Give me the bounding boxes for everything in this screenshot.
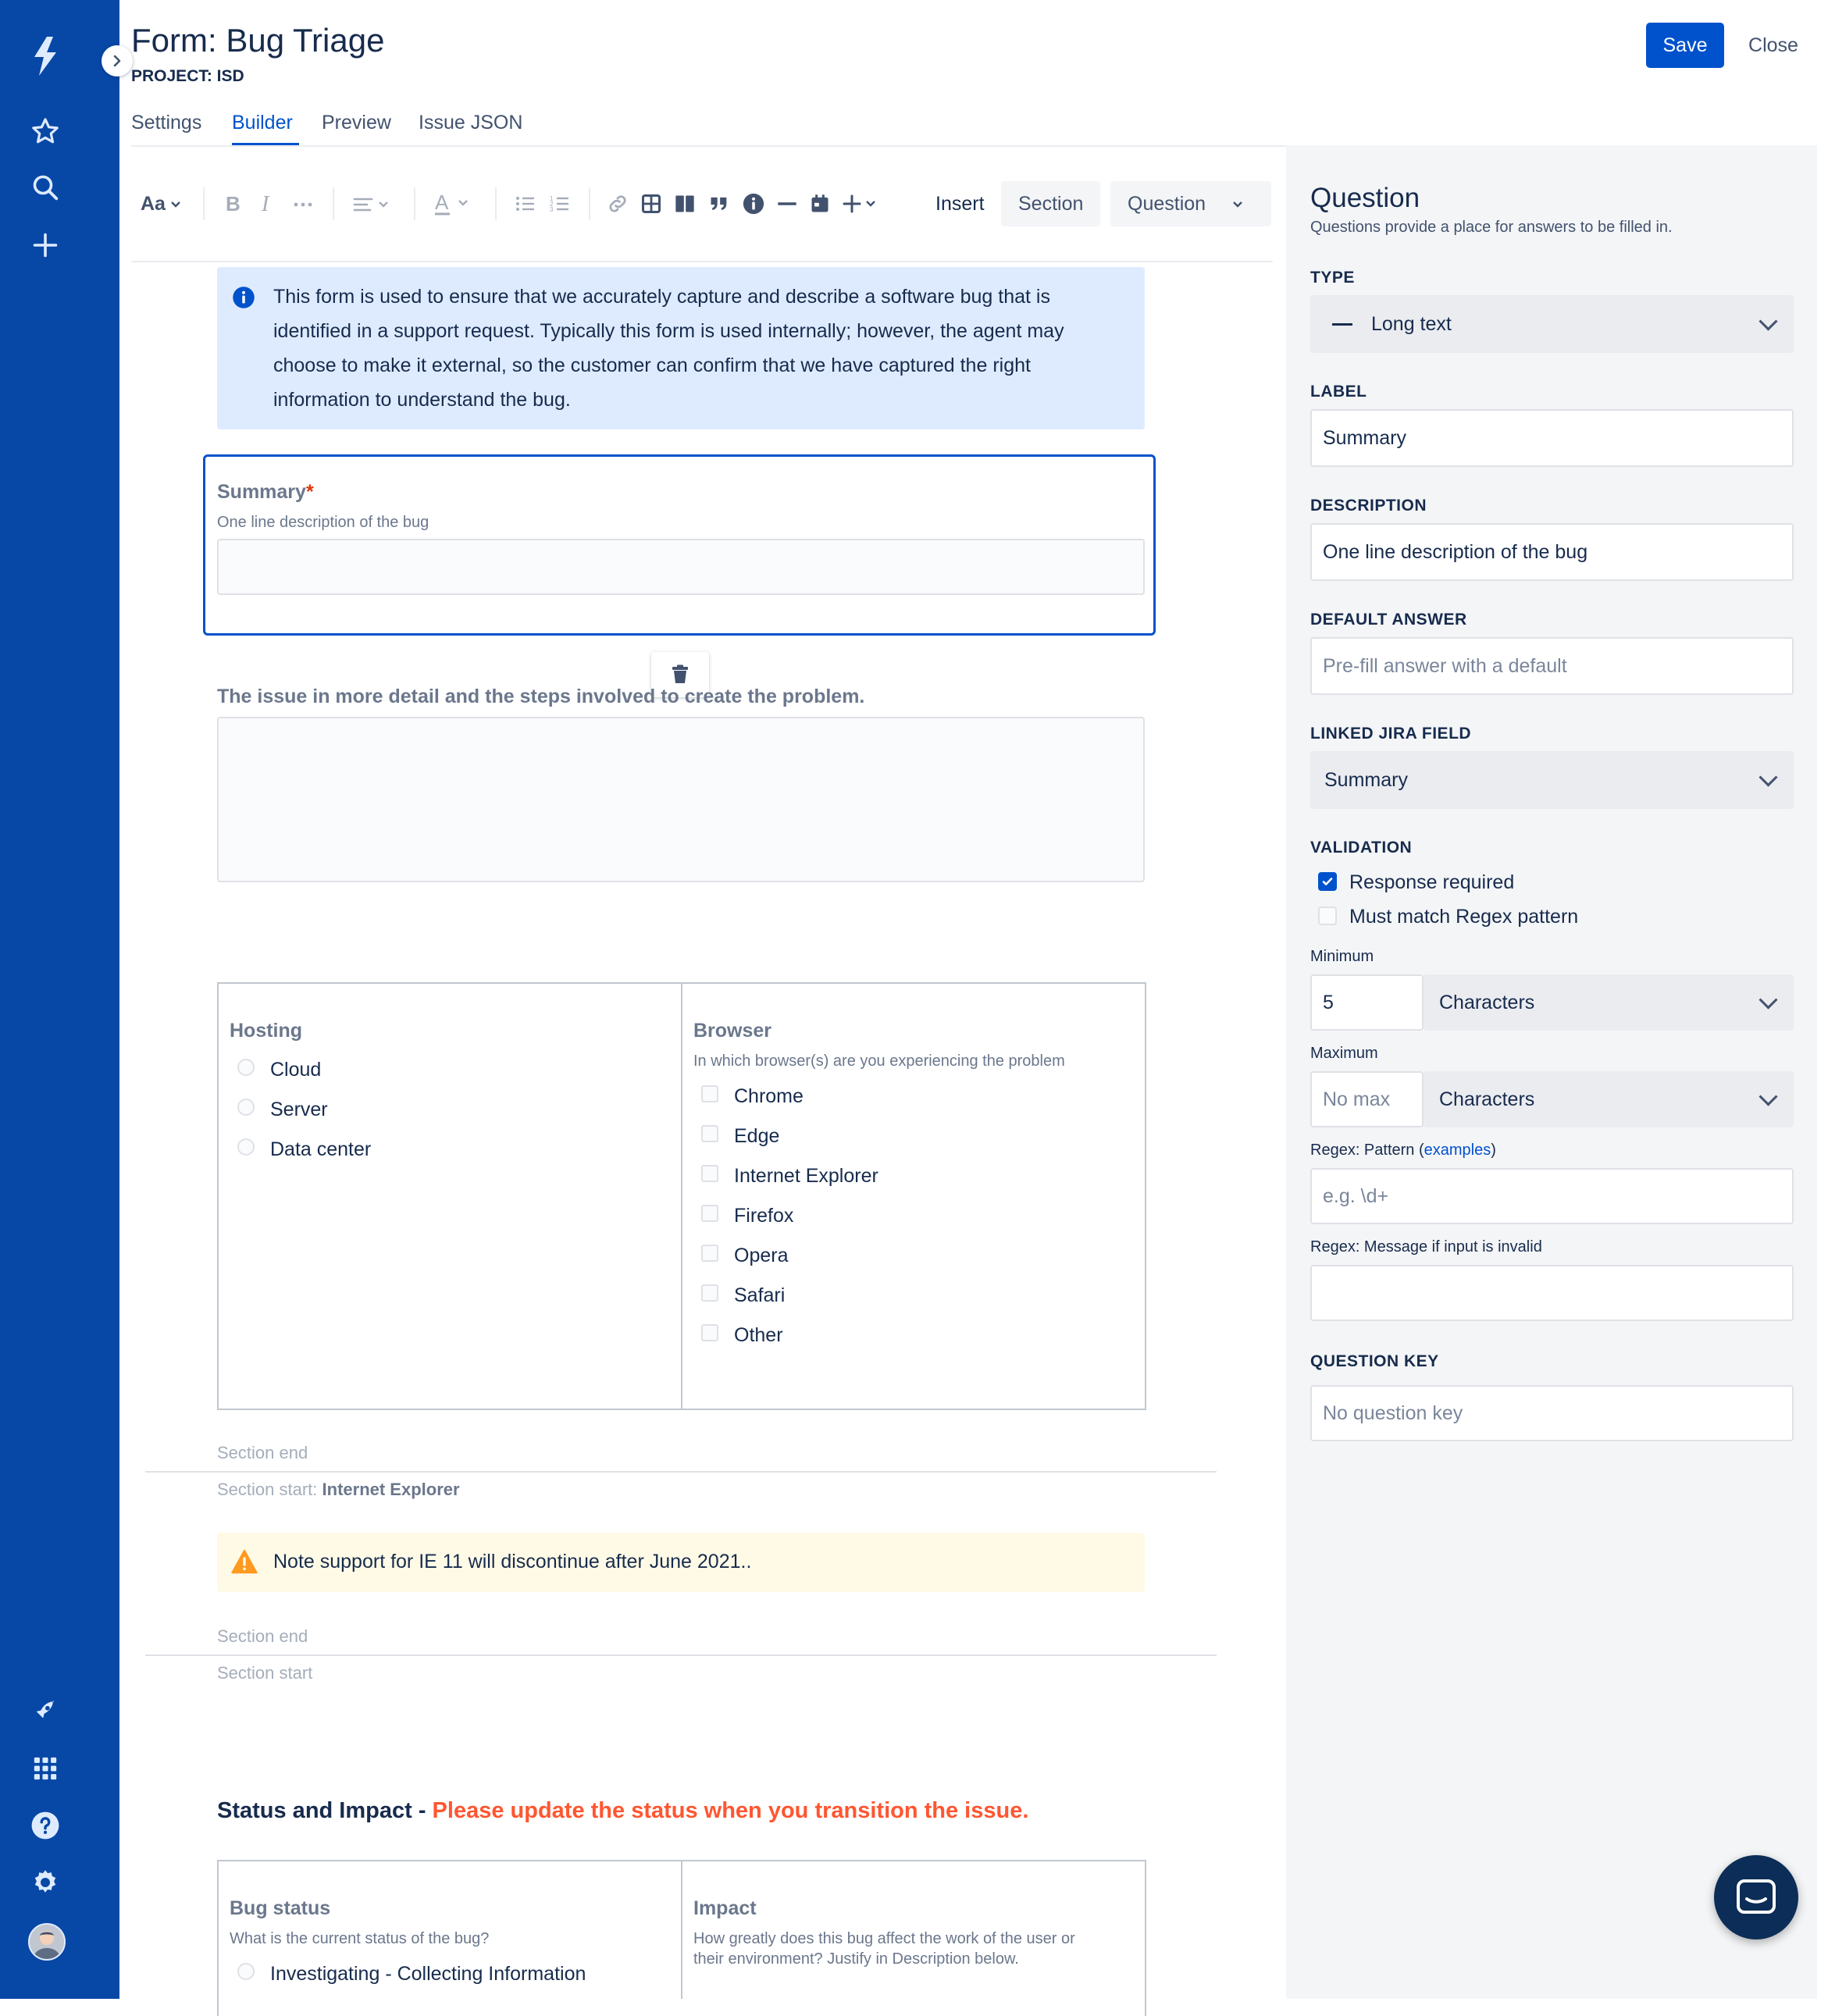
hosting-option-label: Data center [270,1138,372,1160]
browser-option-label: Safari [734,1284,786,1306]
chat-launcher-button[interactable] [1714,1855,1798,1939]
maximum-unit-value: Characters [1439,1088,1535,1110]
tab-settings[interactable]: Settings [131,112,202,134]
hosting-option-data-center[interactable] [237,1138,371,1161]
regex-message-label: Regex: Message if input is invalid [1310,1238,1542,1256]
minimum-label: Minimum [1310,948,1374,965]
minimum-unit-value: Characters [1439,991,1535,1013]
alignment-dropdown-icon[interactable] [351,178,395,230]
radio-button[interactable] [237,1963,255,1980]
toolbar-divider [414,187,415,220]
toolbar-divider [203,187,205,220]
type-select[interactable] [1310,295,1794,353]
checkbox[interactable] [701,1205,718,1222]
help-icon[interactable] [30,1810,61,1841]
status-heading-text: Status and Impact - [217,1798,433,1823]
user-avatar[interactable] [28,1923,66,1961]
svg-text:3: 3 [550,206,554,213]
checkbox[interactable] [701,1324,718,1341]
insert-section-button[interactable]: Section [1001,181,1100,226]
jira-logo-icon[interactable] [30,41,61,72]
browser-option-label: Firefox [734,1205,794,1227]
linked-jira-field-value: Summary [1324,768,1408,791]
global-sidebar [0,0,119,1999]
hosting-option-label: Server [270,1099,328,1120]
browser-option-other[interactable] [701,1324,783,1347]
section-condition-name: Internet Explorer [322,1480,460,1499]
chevron-down-icon [169,197,183,211]
bug-status-option-label: Investigating - Collecting Information [270,1963,586,1985]
default-answer-input[interactable]: Pre-fill answer with a default [1310,637,1794,695]
editor-toolbar [131,178,1273,230]
response-required-label: Response required [1349,871,1515,893]
trash-icon [671,664,690,685]
page-title: Form: Bug Triage [131,22,385,59]
bullet-list-icon[interactable] [514,178,537,230]
maximum-label: Maximum [1310,1045,1378,1062]
project-key: PROJECT: ISD [131,67,244,85]
browser-option-label: Internet Explorer [734,1165,878,1187]
label-input[interactable]: Summary [1310,409,1794,467]
section-end-marker: Section end [217,1626,308,1646]
chevron-down-icon [1759,312,1777,331]
bold-icon[interactable] [223,178,244,230]
panel-title: Question [1310,183,1420,213]
type-select-value: Long text [1371,312,1452,335]
summary-answer-field[interactable] [217,539,1145,595]
info-panel-text: This form is used to ensure that we accurately capture and describe a software bug that is identified in a support request. Typically this form is used internally; however, the agent may choose to make it external, so the customer can confirm that we have captured the right information to understand the bug. [273,286,1064,411]
browser-option-firefox[interactable] [701,1205,793,1227]
toolbar-divider [495,187,497,220]
insert-question-label: Question [1128,192,1206,215]
question-key-input[interactable]: No question key [1310,1385,1794,1441]
star-icon[interactable] [30,116,61,147]
section-start-marker: Section start [217,1663,313,1683]
layout-column-divider [681,982,682,1410]
type-heading: TYPE [1310,269,1355,287]
regex-match-checkbox[interactable] [1318,906,1578,928]
validation-heading: VALIDATION [1310,839,1413,857]
radio-button[interactable] [237,1138,255,1156]
browser-option-edge[interactable] [701,1125,779,1148]
browser-label: Browser [693,1020,772,1042]
text-style-label: Aa [141,192,166,215]
chevron-down-icon [1759,1088,1777,1106]
warning-text: Note support for IE 11 will discontinue after June 2021.. [273,1551,752,1573]
settings-gear-icon[interactable] [30,1867,61,1898]
checkbox-unchecked-icon[interactable] [1318,906,1337,925]
info-icon [232,286,255,313]
layout-columns-icon[interactable] [673,178,697,230]
minimum-unit-select[interactable] [1424,974,1794,1031]
required-marker: * [305,481,314,503]
info-panel-icon[interactable] [742,178,765,230]
layout-column-divider [681,1860,682,1999]
regex-pattern-label-text: Regex: Pattern ( [1310,1142,1424,1159]
browser-option-safari[interactable] [701,1284,785,1307]
section-start-prefix: Section start: [217,1480,318,1499]
impact-description-line-1: How greatly does this bug affect the work of the user or [693,1930,1075,1947]
date-icon[interactable] [809,178,831,230]
tab-issue-json[interactable]: Issue JSON [419,112,523,134]
bug-status-description: What is the current status of the bug? [230,1930,490,1947]
numbered-list-icon[interactable] [548,178,572,230]
browser-option-label: Opera [734,1245,789,1266]
checkbox[interactable] [701,1245,718,1262]
text-color-dropdown-icon[interactable] [433,178,476,230]
regex-match-label: Must match Regex pattern [1349,906,1579,928]
section-end-marker: Section end [217,1443,308,1462]
toolbar-divider-line [131,261,1273,262]
hosting-option-server[interactable] [237,1099,328,1121]
toolbar-divider [589,187,590,220]
status-heading-note: Please update the status when you transition the issue. [432,1798,1029,1823]
chat-icon [1736,1879,1776,1916]
section-divider [145,1471,1217,1473]
summary-question-description: One line description of the bug [217,514,429,531]
italic-icon[interactable] [258,178,278,230]
radio-button[interactable] [237,1099,255,1116]
chevron-down-icon [1759,991,1777,1010]
bug-status-label: Bug status [230,1897,331,1919]
minimum-input[interactable]: 5 [1310,974,1424,1031]
linked-jira-field-heading: LINKED JIRA FIELD [1310,725,1472,743]
insert-more-dropdown-icon[interactable] [842,178,885,230]
hosting-option-cloud[interactable] [237,1059,321,1081]
linked-jira-field-select[interactable] [1310,751,1794,809]
description-input[interactable]: One line description of the bug [1310,523,1794,581]
question-key-heading: QUESTION KEY [1310,1352,1439,1370]
hosting-label: Hosting [230,1020,303,1042]
regex-pattern-input[interactable]: e.g. \d+ [1310,1168,1794,1224]
detail-answer-field[interactable] [217,717,1145,882]
save-button[interactable]: Save [1646,23,1724,68]
regex-examples-link[interactable]: examples [1424,1142,1491,1159]
default-answer-heading: DEFAULT ANSWER [1310,611,1467,629]
summary-label-text: Summary [217,481,306,503]
insert-question-dropdown[interactable] [1110,181,1271,226]
checkbox[interactable] [701,1165,718,1182]
create-plus-icon[interactable] [30,230,61,261]
section-start-ie-marker[interactable] [217,1480,460,1500]
response-required-checkbox[interactable] [1318,871,1514,894]
summary-question-label [217,481,314,504]
maximum-input[interactable]: No max [1310,1071,1424,1127]
divider-icon[interactable] [776,178,798,230]
long-text-icon [1332,323,1352,326]
regex-message-input[interactable] [1310,1265,1794,1321]
description-heading: DESCRIPTION [1310,497,1427,515]
browser-option-label: Edge [734,1125,780,1147]
panel-subtitle: Questions provide a place for answers to be filled in. [1310,219,1673,236]
svg-text:A: A [435,191,449,214]
insert-label: Insert [935,192,985,215]
chevron-down-icon [1759,768,1777,787]
checkbox[interactable] [701,1085,718,1102]
browser-option-label: Other [734,1324,783,1346]
tab-builder[interactable]: Builder [232,112,293,134]
browser-description: In which browser(s) are you experiencing the problem [693,1053,1065,1070]
browser-option-label: Chrome [734,1085,804,1107]
impact-description-line-2: their environment? Justify in Description below. [693,1950,1019,1968]
browser-option-opera[interactable] [701,1245,788,1267]
svg-text:B: B [226,192,241,215]
svg-text:I: I [262,192,269,215]
regex-pattern-label [1310,1142,1496,1159]
rocket-icon[interactable] [30,1696,61,1727]
quote-icon[interactable] [707,178,731,230]
chevron-down-icon [1231,197,1245,211]
checkbox[interactable] [701,1125,718,1142]
warning-icon [231,1549,258,1578]
close-button[interactable]: Close [1734,23,1812,68]
more-formatting-icon[interactable] [292,178,314,230]
svg-text:2: 2 [550,201,554,208]
link-icon[interactable] [606,178,629,230]
expand-sidebar-button[interactable] [102,45,133,77]
status-impact-heading [217,1798,1028,1824]
impact-label: Impact [693,1897,757,1919]
chevron-right-icon [110,54,124,68]
maximum-unit-select[interactable] [1424,1071,1794,1127]
radio-button[interactable] [237,1059,255,1076]
svg-text:1: 1 [550,195,554,202]
browser-option-internet-explorer[interactable] [701,1165,878,1188]
search-icon[interactable] [30,172,61,203]
toolbar-divider [333,187,334,220]
hosting-option-label: Cloud [270,1059,322,1081]
app-switcher-icon[interactable] [30,1753,61,1784]
section-divider [145,1654,1217,1656]
bug-status-option[interactable] [237,1963,586,1986]
checkbox-checked-icon[interactable] [1318,872,1337,891]
browser-option-chrome[interactable] [701,1085,804,1108]
table-icon[interactable] [640,178,662,230]
checkbox[interactable] [701,1284,718,1302]
text-style-dropdown[interactable] [141,178,183,230]
tab-preview[interactable]: Preview [322,112,391,134]
detail-question-label: The issue in more detail and the steps involved to create the problem. [217,686,865,707]
label-heading: LABEL [1310,383,1367,401]
regex-pattern-label-end: ) [1491,1142,1496,1159]
